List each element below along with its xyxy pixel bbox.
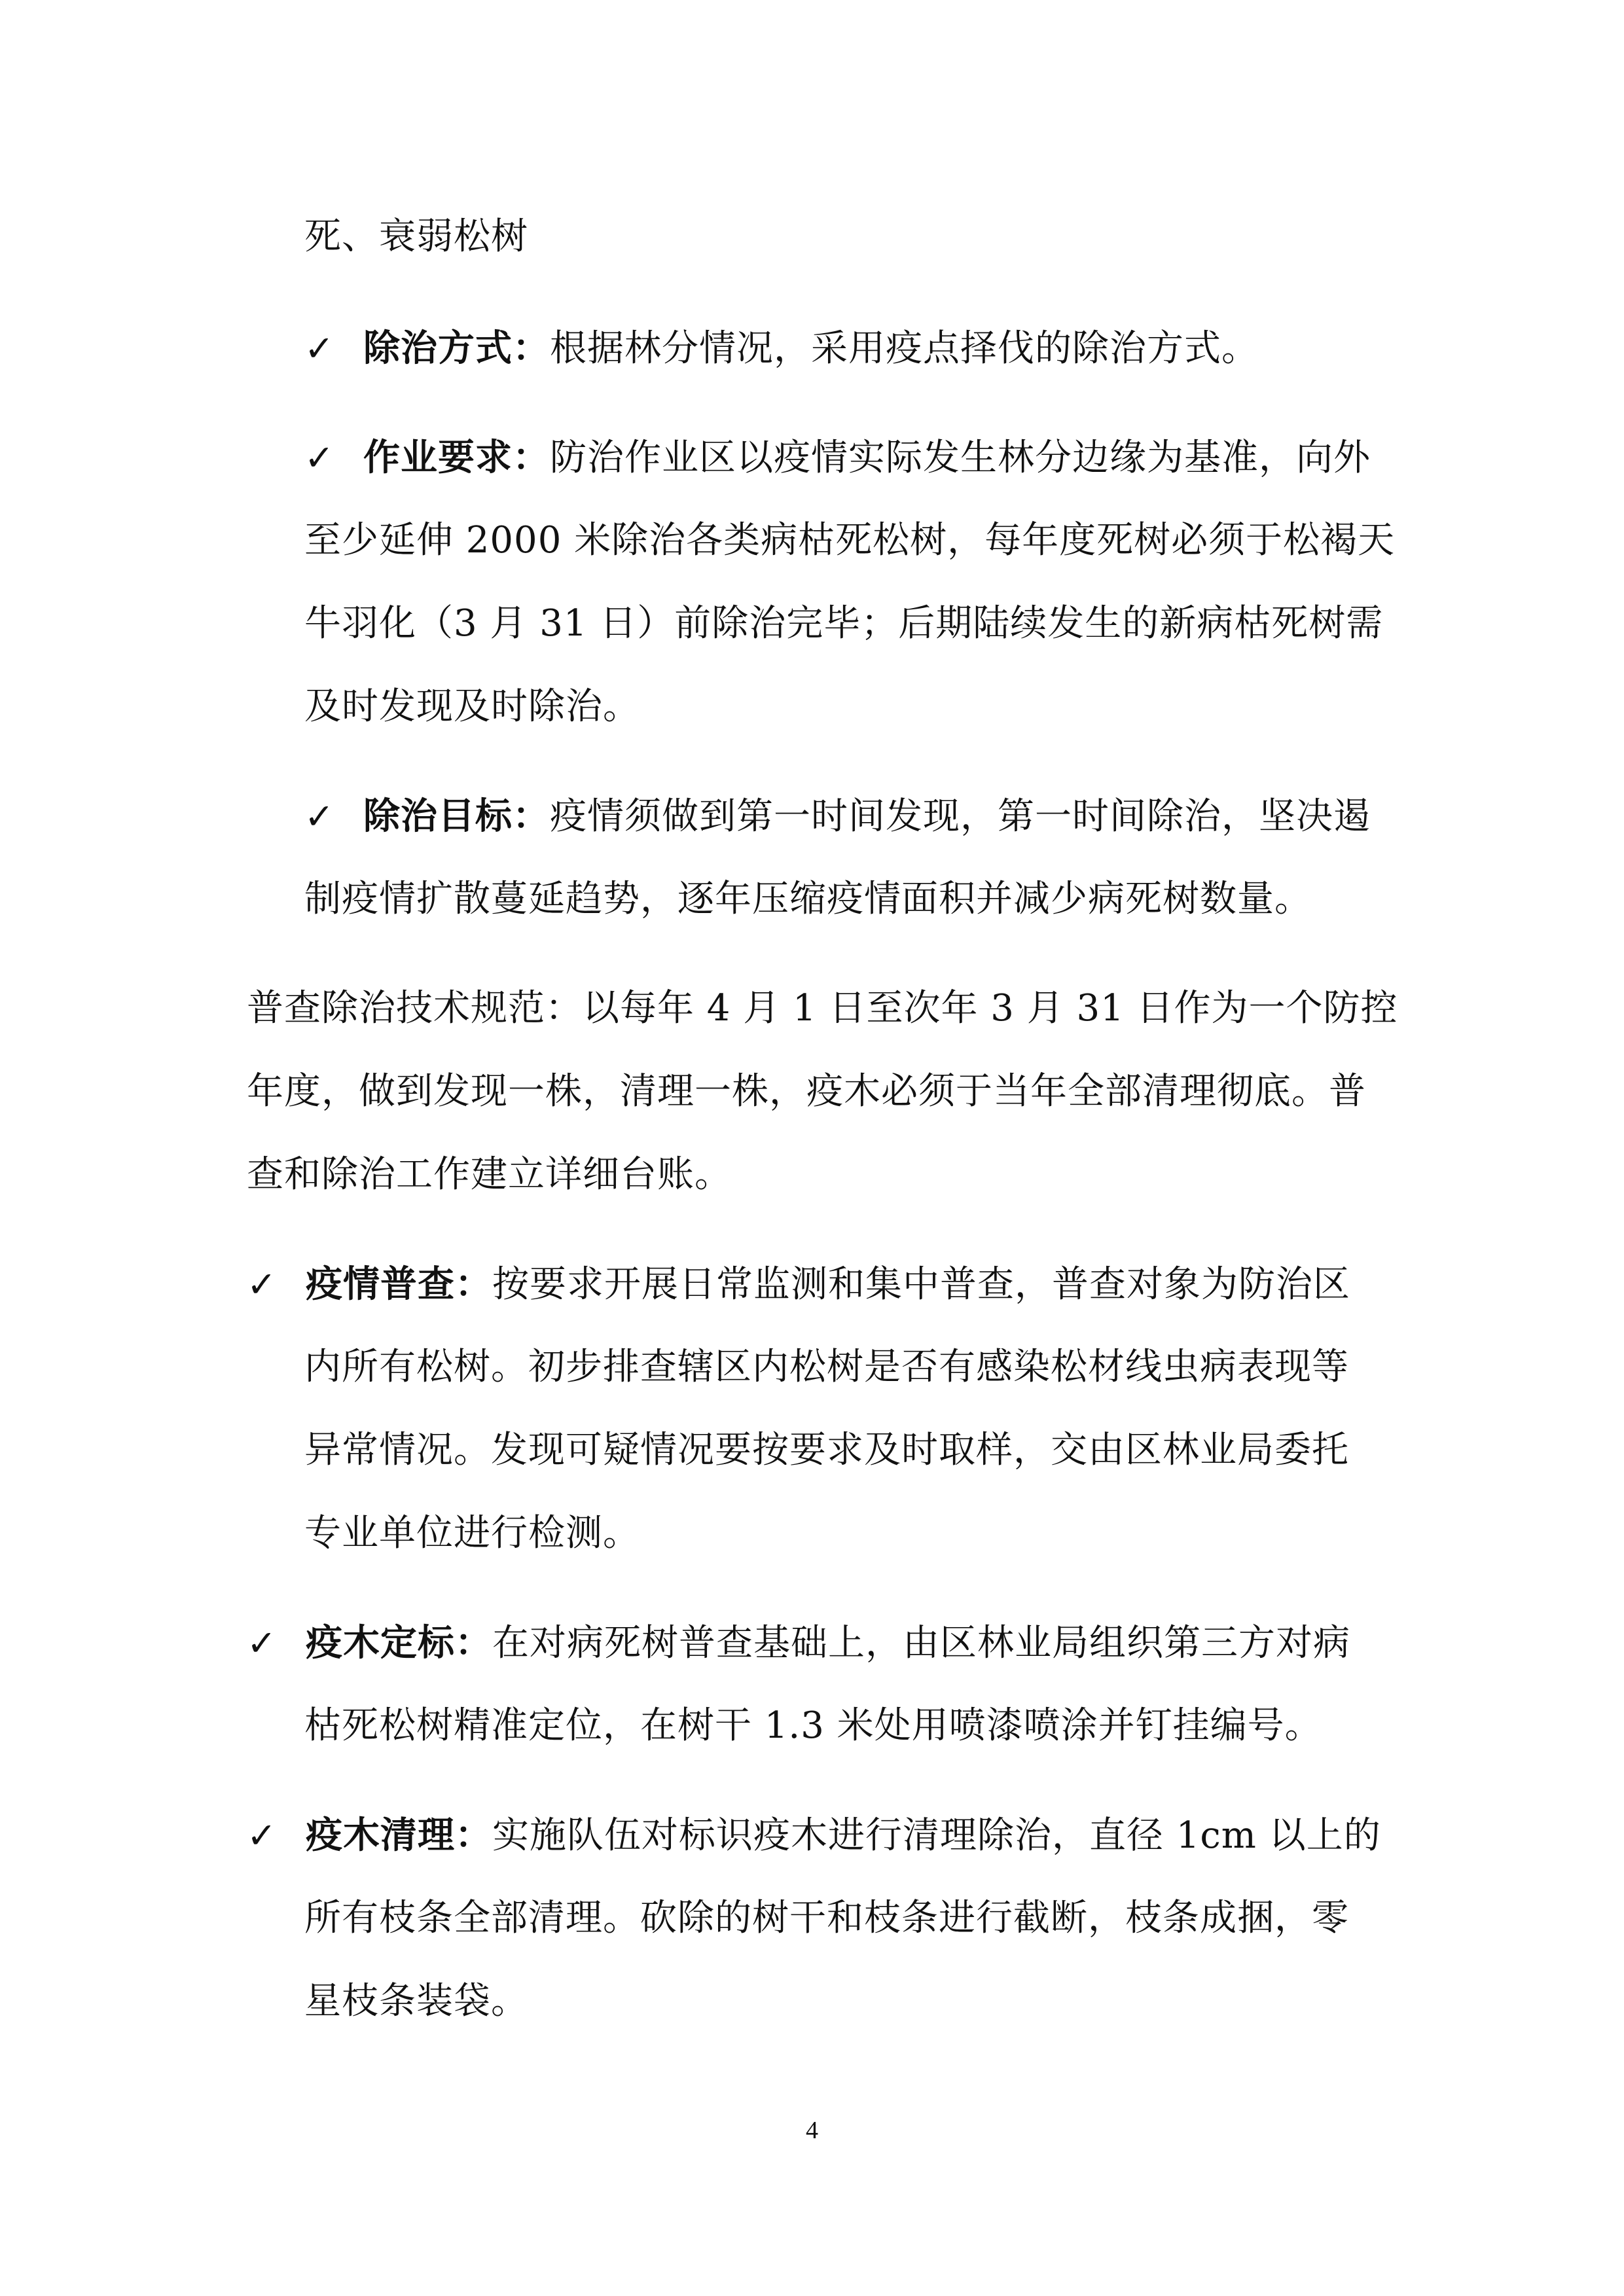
bullet-text: 根据林分情况，采用疫点择伐的除治方式。 <box>550 327 1259 370</box>
paragraph-line: 枯死松树精准定位，在树干 1.3 米处用喷漆喷涂并钉挂编号。 <box>304 1704 1322 1747</box>
bullet-label: 作业要求： <box>363 436 550 479</box>
checkmark-icon: ✓ <box>247 1264 278 1305</box>
bullet-item-work-requirements <box>304 431 1371 484</box>
paragraph-line: 所有枝条全部清理。砍除的树干和枝条进行截断，枝条成捆，零 <box>304 1897 1349 1939</box>
paragraph-line: 年度，做到发现一株，清理一株，疫木必须于当年全部清理彻底。普 <box>247 1070 1366 1113</box>
bullet-text: 实施队伍对标识疫木进行清理除治，直径 1cm 以上的 <box>492 1814 1381 1857</box>
paragraph-line: 牛羽化（3 月 31 日）前除治完毕；后期陆续发生的新病枯死树需 <box>304 602 1384 645</box>
paragraph-line: 内所有松树。初步排查辖区内松树是否有感染松材线虫病表现等 <box>304 1346 1349 1388</box>
checkmark-icon: ✓ <box>304 328 335 369</box>
paragraph-line: 查和除治工作建立详细台账。 <box>247 1153 732 1196</box>
paragraph-line: 星枝条装袋。 <box>304 1980 528 2022</box>
bullet-label: 疫木定标： <box>306 1621 492 1664</box>
paragraph-line: 专业单位进行检测。 <box>304 1512 640 1554</box>
bullet-label: 疫情普查： <box>306 1263 492 1306</box>
checkmark-icon: ✓ <box>247 1623 278 1664</box>
bullet-text: 疫情须做到第一时间发现，第一时间除治，坚决遏 <box>550 795 1371 838</box>
paragraph-line: 至少延伸 2000 米除治各类病枯死松树，每年度死树必须于松褐天 <box>304 519 1396 562</box>
checkmark-icon: ✓ <box>247 1815 278 1856</box>
bullet-item-epidemic-survey <box>247 1258 1350 1311</box>
bullet-label: 疫木清理： <box>306 1814 492 1857</box>
paragraph-line: 及时发现及时除治。 <box>304 685 640 728</box>
paragraph-line: 死、衰弱松树 <box>304 215 528 258</box>
paragraph-line: 制疫情扩散蔓延趋势，逐年压缩疫情面积并减少病死树数量。 <box>304 878 1312 920</box>
bullet-item-wood-marking <box>247 1617 1350 1670</box>
bullet-text: 在对病死树普查基础上，由区林业局组织第三方对病 <box>492 1622 1350 1664</box>
paragraph-line: 普查除治技术规范：以每年 4 月 1 日至次年 3 月 31 日作为一个防控 <box>247 987 1398 1030</box>
bullet-text: 按要求开展日常监测和集中普查，普查对象为防治区 <box>492 1263 1350 1306</box>
bullet-label: 除治目标： <box>363 795 550 838</box>
checkmark-icon: ✓ <box>304 796 335 837</box>
bullet-item-removal-goal <box>304 790 1371 843</box>
checkmark-icon: ✓ <box>304 437 335 478</box>
bullet-text: 防治作业区以疫情实际发生林分边缘为基准，向外 <box>550 437 1371 479</box>
bullet-item-removal-method <box>304 322 1259 375</box>
page-number: 4 <box>806 2117 818 2144</box>
bullet-item-wood-cleanup <box>247 1809 1381 1862</box>
bullet-label: 除治方式： <box>363 327 550 370</box>
paragraph-line: 异常情况。发现可疑情况要按要求及时取样，交由区林业局委托 <box>304 1429 1349 1471</box>
